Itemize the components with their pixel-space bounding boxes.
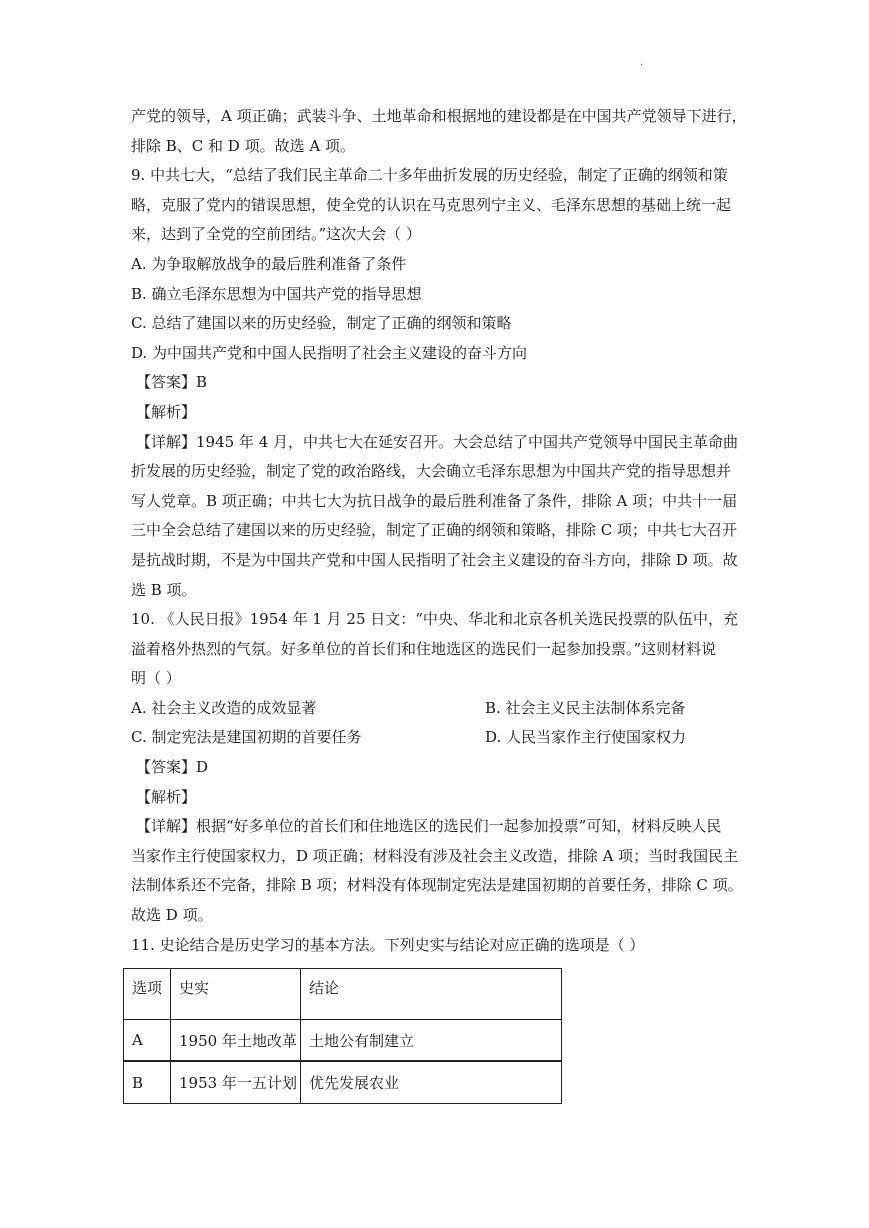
table-header-cell: 结论 bbox=[301, 969, 562, 1020]
question-10-options-row bbox=[131, 694, 771, 724]
question-9-stem: 来，达到了全党的空前团结。”这次大会（ ） bbox=[131, 225, 421, 244]
question-9-explanation: 【详解】1945 年 4 月，中共七大在延安召开。大会总结了中国共产党领导中国民主革命曲 bbox=[136, 432, 739, 451]
question-10-explanation: 故选 D 项。 bbox=[131, 906, 213, 925]
question-10-option-c: C. 制定宪法是建国初期的首要任务 bbox=[131, 728, 362, 747]
question-10-stem: 10. 《人民日报》1954 年 1 月 25 日文：“中央、华北和北京各机关选民投票的队伍中，充 bbox=[131, 610, 738, 629]
question-10-explanation: 法制体系还不完备，排除 B 项；材料没有体现制定宪法是建国初期的首要任务，排除 C 项。 bbox=[131, 876, 743, 895]
question-9-stem: 9. 中共七大，“总结了我们民主革命二十多年曲折发展的历史经验，制定了正确的纲领和策 bbox=[131, 166, 728, 185]
table-cell: 1953 年一五计划 bbox=[171, 1061, 301, 1104]
question-9-option-d: D. 为中国共产党和中国人民指明了社会主义建设的奋斗方向 bbox=[131, 343, 528, 362]
question-9-answer: 【答案】B bbox=[136, 373, 208, 392]
table-row bbox=[124, 1020, 562, 1062]
page-dot: . bbox=[640, 57, 644, 68]
text-line: 产党的领导，A 项正确；武装斗争、土地革命和根据地的建设都是在中国共产党领导下进行， bbox=[131, 107, 747, 125]
table-cell: B bbox=[124, 1061, 171, 1104]
table-cell: 1950 年土地改革 bbox=[171, 1020, 301, 1062]
question-10-option-d: D. 人民当家作主行使国家权力 bbox=[485, 728, 687, 747]
table-row bbox=[124, 1061, 562, 1104]
table-cell: 土地公有制建立 bbox=[301, 1020, 562, 1062]
question-10-option-a: A. 社会主义改造的成效显著 bbox=[131, 698, 317, 717]
table-cell: 优先发展农业 bbox=[301, 1061, 562, 1104]
question-10-stem: 溢着格外热烈的气氛。好多单位的首长们和住地选区的选民们一起参加投票。”这则材料说 bbox=[131, 639, 717, 658]
question-9-explanation: 三中全会总结了建国以来的历史经验，制定了正确的纲领和策略，排除 C 项；中共七大召开 bbox=[131, 521, 738, 540]
table-cell: A bbox=[124, 1020, 171, 1062]
question-10-explanation: 当家作主行使国家权力，D 项正确；材料没有涉及社会主义改造，排除 A 项；当时我国民主 bbox=[131, 846, 739, 865]
question-9-option-a: A. 为争取解放战争的最后胜利准备了条件 bbox=[131, 254, 407, 273]
table-header-cell: 史实 bbox=[171, 969, 301, 1020]
question-10-answer: 【答案】D bbox=[136, 758, 209, 777]
text-line: 排除 B、C 和 D 项。故选 A 项。 bbox=[131, 136, 355, 155]
question-10-explanation: 【详解】根据“好多单位的首长们和住地选区的选民们一起参加投票”可知，材料反映人民 bbox=[136, 817, 722, 836]
question-11-table bbox=[123, 968, 562, 1104]
table-header-cell: 选项 bbox=[124, 969, 171, 1020]
document-body bbox=[131, 102, 771, 960]
question-9-analysis-label: 【解析】 bbox=[136, 402, 197, 421]
question-10-option-b: B. 社会主义民主法制体系完备 bbox=[485, 698, 686, 717]
question-9-option-c: C. 总结了建国以来的历史经验，制定了正确的纲领和策略 bbox=[131, 314, 512, 333]
question-11-stem: 11. 史论结合是历史学习的基本方法。下列史实与结论对应正确的选项是（ ） bbox=[131, 935, 645, 954]
question-9-explanation: 是抗战时期，不是为中国共产党和中国人民指明了社会主义建设的奋斗方向，排除 D 项。故 bbox=[131, 550, 738, 569]
question-10-stem: 明（ ） bbox=[131, 669, 181, 688]
table-header-row bbox=[124, 969, 562, 1020]
question-9-stem: 略，克服了党内的错误思想，使全党的认识在马克思列宁主义、毛泽东思想的基础上统一起 bbox=[131, 195, 732, 214]
question-9-option-b: B. 确立毛泽东思想为中国共产党的指导思想 bbox=[131, 284, 422, 303]
question-9-explanation: 写人党章。B 项正确；中共七大为抗日战争的最后胜利准备了条件，排除 A 项；中共十一届 bbox=[131, 491, 738, 510]
question-10-analysis-label: 【解析】 bbox=[136, 787, 197, 806]
question-9-explanation: 选 B 项。 bbox=[131, 580, 197, 599]
question-10-options-row bbox=[131, 723, 771, 753]
question-9-explanation: 折发展的历史经验，制定了党的政治路线，大会确立毛泽东思想为中国共产党的指导思想并 bbox=[131, 462, 732, 481]
